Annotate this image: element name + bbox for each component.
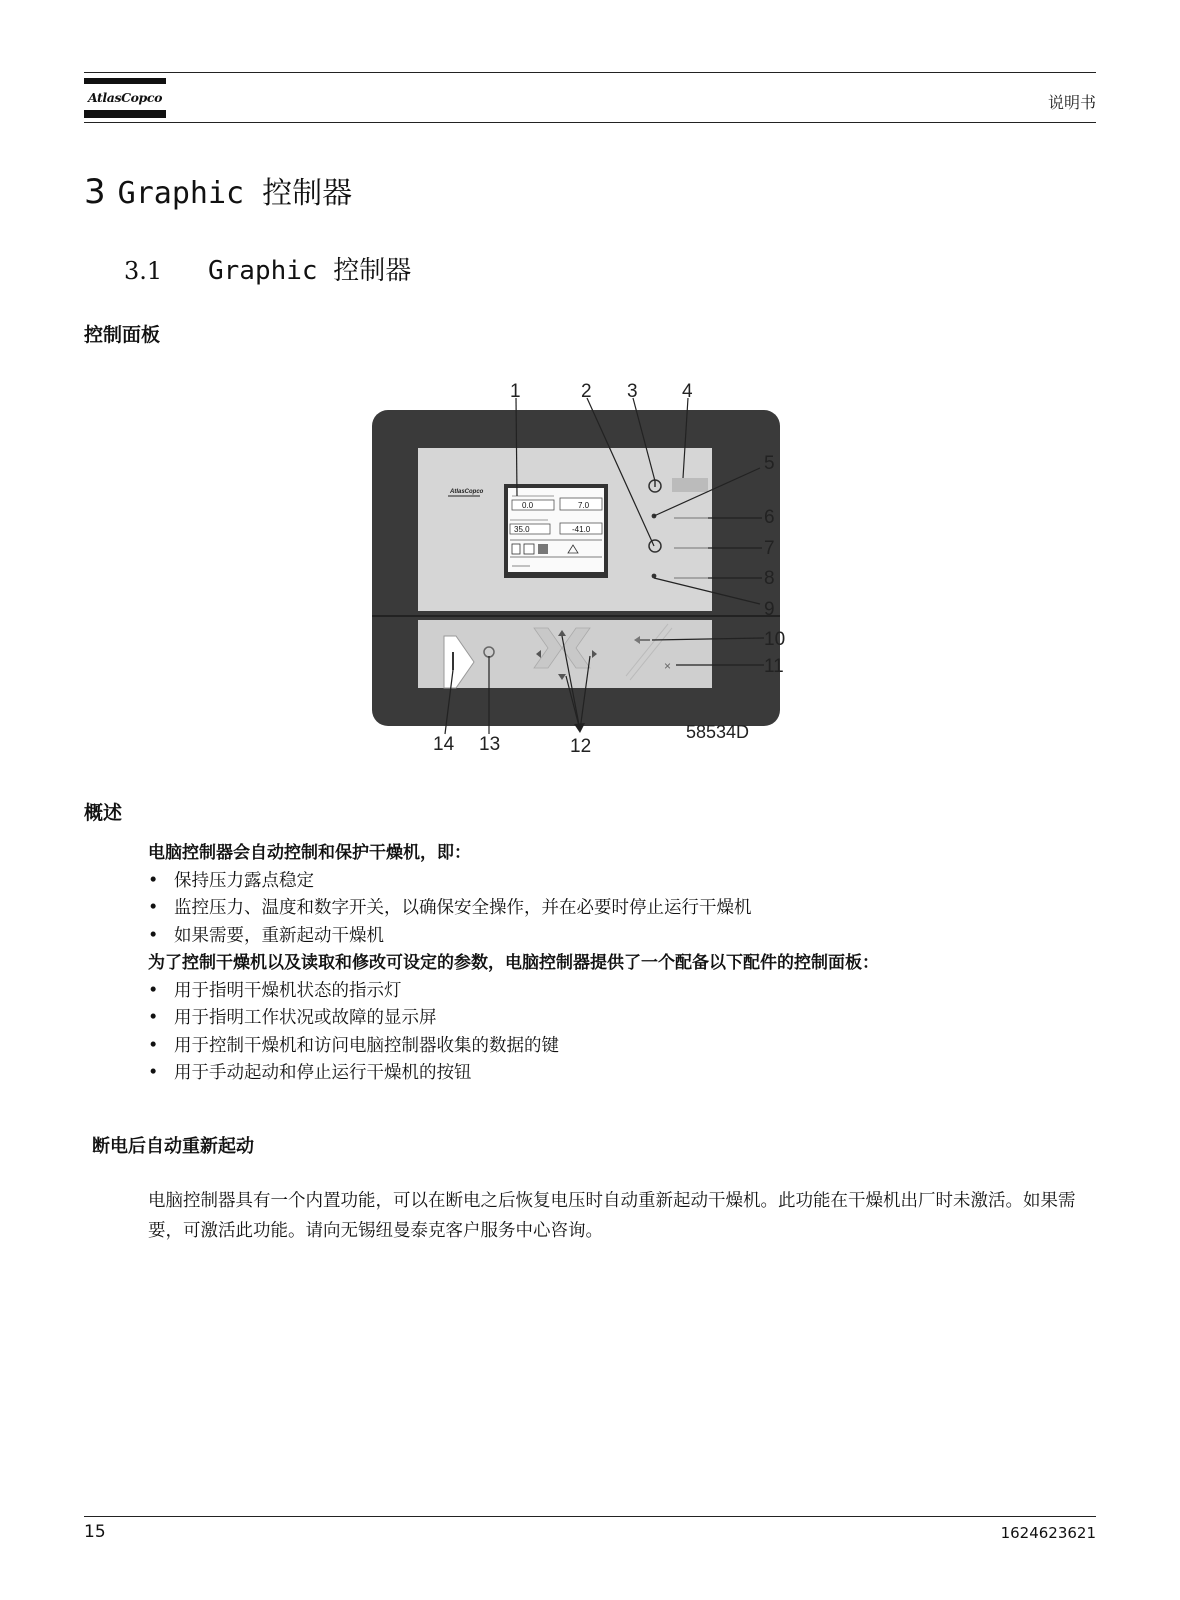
- page-number: 15: [84, 1522, 106, 1542]
- subsection-title: Graphic 控制器: [208, 256, 412, 286]
- overview-intro: 电脑控制器会自动控制和保护干燥机，即：: [148, 843, 471, 863]
- restart-heading: 断电后自动重新起动: [92, 1136, 254, 1157]
- callout-7: 7: [764, 538, 775, 559]
- list-item: • 保持压力露点稳定: [148, 868, 1088, 896]
- overview-content: [148, 840, 1088, 1088]
- list-item: • 监控压力、温度和数字开关，以确保安全操作，并在必要时停止运行干燥机: [148, 895, 1088, 923]
- screen-value-3: 35.0: [514, 525, 530, 534]
- document-number: 1624623621: [1000, 1524, 1096, 1542]
- list-item: • 用于指明干燥机状态的指示灯: [148, 978, 1088, 1006]
- overview-list-2: [148, 978, 1088, 1088]
- callout-5: 5: [764, 453, 775, 474]
- callout-13: 13: [479, 734, 501, 755]
- subsection-number: 3.1: [124, 257, 163, 285]
- callout-1: 1: [510, 381, 521, 402]
- callout-3: 3: [627, 381, 638, 402]
- header-top-rule: [84, 72, 1096, 73]
- footer-rule: [84, 1516, 1096, 1517]
- overview-heading: 概述: [84, 802, 123, 824]
- callout-4: 4: [682, 381, 693, 402]
- callout-2: 2: [581, 381, 592, 402]
- callout-12: 12: [570, 736, 592, 757]
- overview-list-1: [148, 868, 1088, 951]
- section-heading: [84, 168, 352, 212]
- control-panel-figure: [360, 370, 800, 770]
- atlas-copco-logo: [84, 78, 166, 120]
- callout-9: 9: [764, 599, 775, 620]
- logo-text: AtlasCopco: [87, 90, 163, 105]
- subsection-heading: [124, 250, 411, 287]
- figure-code: 58534D: [686, 722, 750, 742]
- list-item: • 用于控制干燥机和访问电脑控制器收集的数据的键: [148, 1033, 1088, 1061]
- header-bottom-rule: [84, 122, 1096, 123]
- restart-paragraph: 电脑控制器具有一个内置功能，可以在断电之后恢复电压时自动重新起动干燥机。此功能在干燥机出厂时未激活。如果需要，可激活此功能。请向无锡纽曼泰克客户服务中心咨询。: [148, 1191, 1076, 1241]
- document-type-label: 说明书: [1047, 93, 1096, 112]
- screen-value-2: 7.0: [578, 501, 590, 510]
- control-panel-heading: 控制面板: [84, 324, 161, 346]
- screen-value-1: 0.0: [522, 501, 534, 510]
- callout-14: 14: [433, 734, 455, 755]
- callout-11: 11: [764, 656, 784, 677]
- callout-8: 8: [764, 568, 775, 589]
- section-number: 3: [84, 172, 106, 212]
- panel-brand: AtlasCopco: [450, 489, 484, 495]
- section-title: Graphic 控制器: [117, 176, 353, 211]
- callout-10: 10: [764, 629, 786, 650]
- screen-value-4: -41.0: [572, 525, 591, 534]
- callout-6: 6: [764, 507, 775, 528]
- escape-key-glyph: ×: [664, 659, 672, 673]
- list-item: • 如果需要，重新起动干燥机: [148, 923, 1088, 951]
- list-item: • 用于手动起动和停止运行干燥机的按钮: [148, 1060, 1088, 1088]
- list-item: • 用于指明工作状况或故障的显示屏: [148, 1005, 1088, 1033]
- overview-intro-2: 为了控制干燥机以及读取和修改可设定的参数，电脑控制器提供了一个配备以下配件的控制面板：: [148, 953, 879, 973]
